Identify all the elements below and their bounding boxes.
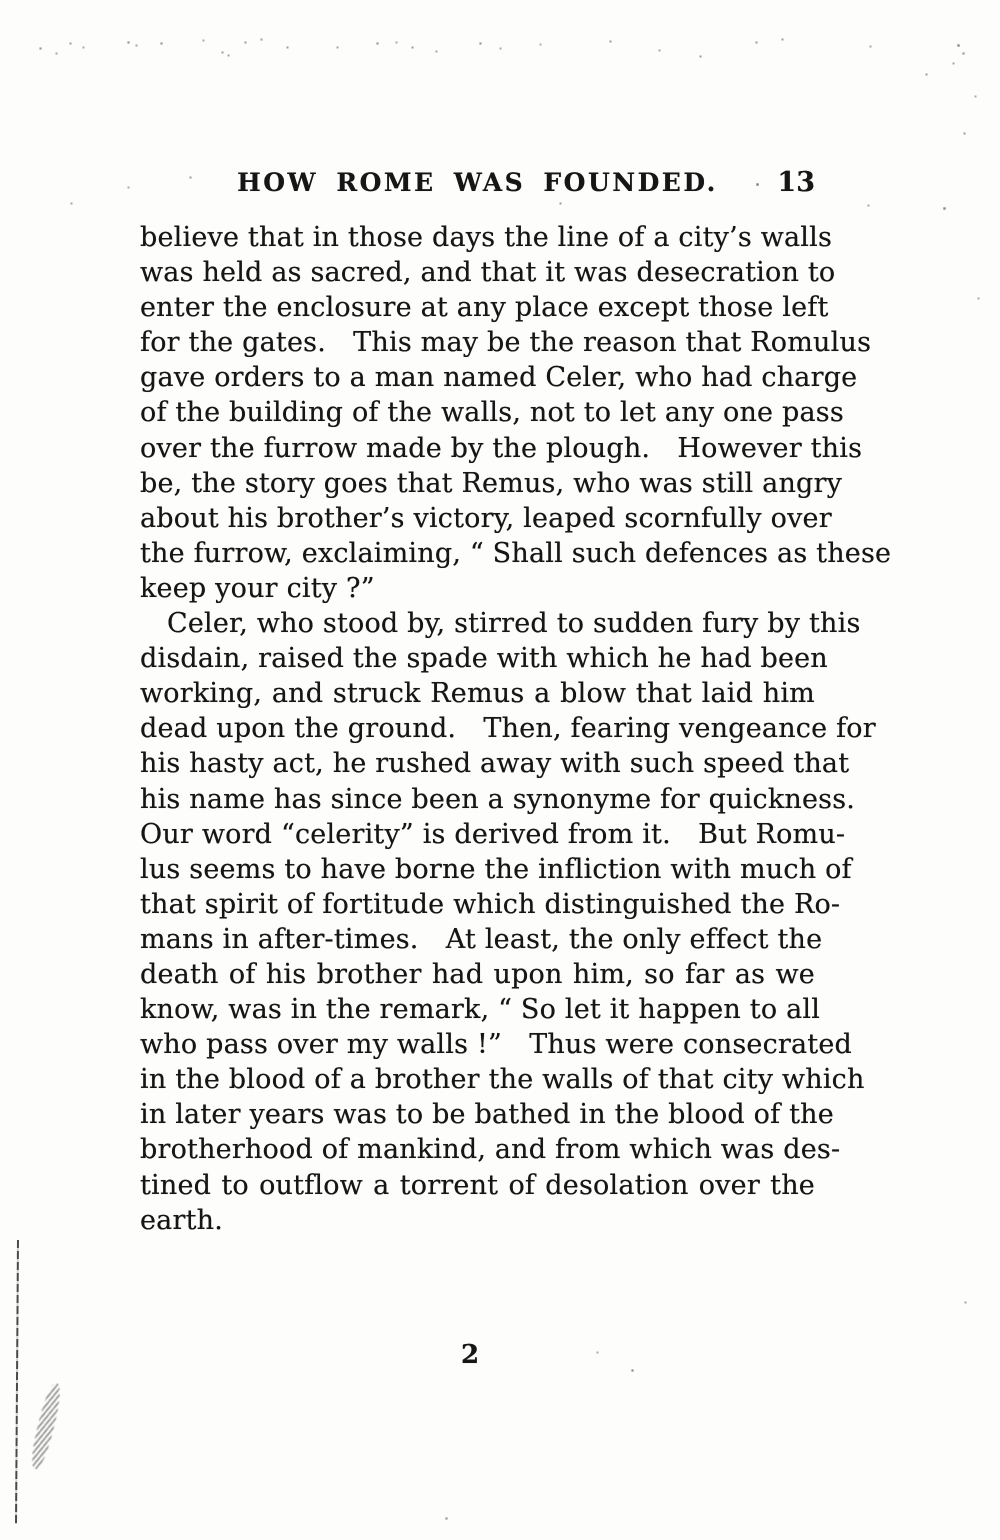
running-title: HOW ROME WAS FOUNDED. xyxy=(237,168,718,197)
text-line: brotherhood of mankind, and from which was des- xyxy=(140,1134,841,1166)
page-number: 13 xyxy=(777,167,815,198)
scan-artifact-smudge xyxy=(28,1381,65,1470)
text-line: who pass over my walls !” Thus were consecrated xyxy=(140,1029,853,1061)
text-line: gave orders to a man named Celer, who had charge xyxy=(140,362,858,394)
text-line: know, was in the remark, “ So let it happen to all xyxy=(140,994,821,1026)
text-line: enter the enclosure at any place except those left xyxy=(140,292,829,324)
signature-mark: 2 xyxy=(460,1340,480,1370)
text-line: believe that in those days the line of a city’s walls xyxy=(140,222,833,253)
text-line: working, and struck Remus a blow that laid him xyxy=(140,678,815,710)
text-line: his name has since been a synonyme for quickness. xyxy=(140,783,856,815)
text-line: for the gates. This may be the reason that Romulus xyxy=(140,327,872,359)
text-line: the furrow, exclaiming, “ Shall such defences as these xyxy=(140,537,892,569)
scan-speckles xyxy=(0,0,1,1)
text-line: tined to outflow a torrent of desolation over the xyxy=(140,1169,815,1201)
page-text xyxy=(140,220,892,1238)
text-line: death of his brother had upon him, so far as we xyxy=(140,958,815,990)
text-line: dead upon the ground. Then, fearing vengeance for xyxy=(140,713,876,745)
text-line: be, the story goes that Remus, who was still angry xyxy=(140,467,843,499)
text-line: of the building of the walls, not to let any one pass xyxy=(140,397,844,429)
text-line: lus seems to have borne the infliction with much of xyxy=(140,853,852,885)
text-line: about his brother’s victory, leaped scornfully over xyxy=(140,502,832,534)
text-line: disdain, raised the spade with which he had been xyxy=(140,643,828,675)
text-line: Our word “celerity” is derived from it. But Romu- xyxy=(140,818,846,850)
text-line: in later years was to be bathed in the blood of the xyxy=(140,1099,834,1131)
text-line: in the blood of a brother the walls of that city which xyxy=(140,1064,865,1096)
text-line: was held as sacred, and that it was desecration to xyxy=(140,257,836,289)
text-line: keep your city ?” xyxy=(140,572,375,604)
text-line: his hasty act, he rushed away with such speed that xyxy=(140,748,850,780)
page-header xyxy=(140,166,815,200)
text-line: earth. xyxy=(140,1204,224,1236)
text-line: over the furrow made by the plough. However this xyxy=(140,432,863,464)
scan-artifact-left-line xyxy=(15,1240,19,1524)
text-line: that spirit of fortitude which distinguished the Ro- xyxy=(140,888,841,920)
text-line: Celer, who stood by, stirred to sudden fury by this xyxy=(167,608,861,640)
text-line: mans in after-times. At least, the only effect the xyxy=(140,923,823,955)
